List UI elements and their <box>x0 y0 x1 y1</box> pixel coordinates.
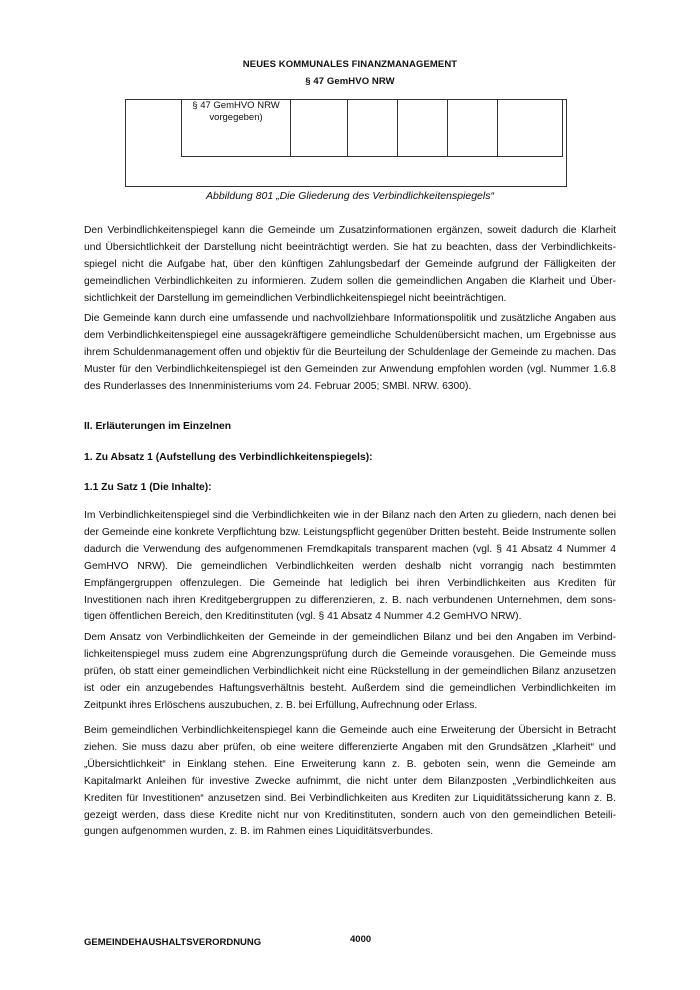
paragraph-1: Den Verbindlichkeitenspiegel kann die Gemeinde um Zusatzinformationen ergänzen, soweit dadurch die Klarheit und Übersichtlichkeit der Darstellung nicht beeinträchtigt werden. Sie hat zu beachten, dass der Verbindlichkeitsspiegel nicht die Aufgabe hat, über den künftigen Zahlungsbedarf der Gemeinde aufgrund der Fälligkeiten der gemeindlichen Verbindlichkeiten zu informieren. Zudem sollen die gemeindlichen Angaben die Klarheit und Übersichtlichkeit der Darstellung im gemeindlichen Verbindlichkeitenspiegel nicht beeinträchtigen. <box>84 225 616 304</box>
paragraph-5: Beim gemeindlichen Verbindlichkeitenspiegel kann die Gemeinde auch eine Erweiterung der Übersicht in Betracht ziehen. Sie muss dazu aber prüfen, ob eine weitere differenzierte Angaben mit den Grundsätzen „Klarheit“ und „Übersichtlichkeit“ in Einklang stehen. Eine Erweiterung kann z. B. geboten sein, wenn die Gemeinde am Kapitalmarkt Anleihen für investive Zwecke aufnimmt, die nicht unter dem Bilanzposten „Verbindlichkeiten aus Krediten für Investitionen“ anzusetzen sind. Bei Verbindlichkeiten aus Krediten zur Liquiditätssicherung kann z. B. gezeigt werden, dass diese Kredite nicht nur von Kreditinstituten, sondern auch von den gemeindlichen Beteiligungen aufgenommen wurden, z. B. im Rahmen eines Liquiditätsverbundes. <box>84 725 616 838</box>
figure-table-cell <box>348 99 398 156</box>
figure-table-cell <box>398 99 448 156</box>
figure-table-cell <box>498 99 563 156</box>
page-header-subtitle: § 47 GemHVO NRW <box>305 76 395 87</box>
figure-table-cell-text: § 47 GemHVO NRW vorgegeben) <box>182 99 291 156</box>
footer-title: GEMEINDEHAUSHALTSVERORDNUNG <box>84 937 262 948</box>
figure-table <box>181 99 563 157</box>
subsection-heading: 1. Zu Absatz 1 (Aufstellung des Verbindlichkeitenspiegels): <box>84 452 373 463</box>
subsubsection-heading: 1.1 Zu Satz 1 (Die Inhalte): <box>84 482 212 493</box>
page-number: 4000 <box>350 934 372 945</box>
section-heading: II. Erläuterungen im Einzelnen <box>84 421 232 432</box>
figure-table-cell <box>448 99 498 156</box>
paragraph-4: Dem Ansatz von Verbindlichkeiten der Gemeinde in der gemeindlichen Bilanz und bei den Angaben im Verbindlichkeitenspiegel muss zudem eine Abgrenzungsprüfung durch die Gemeinde vorausgehen. Die Gemeinde muss prüfen, ob statt einer gemeindlichen Verbindlichkeit nicht eine Rückstellung in der gemeindlichen Bilanz anzusetzen ist oder ein anzugebendes Haftungsverhältnis besteht. Außerdem sind die gemeindlichen Verbindlichkeiten im Zeitpunkt ihres Erlöschens auszubuchen, z. B. bei Erfüllung, Aufrechnung oder Erlass. <box>84 632 616 711</box>
paragraph-2: Die Gemeinde kann durch eine umfassende und nachvollziehbare Informationspolitik und zusätzliche Angaben aus dem Verbindlichkeitenspiegel eine aussagekräftigere gemeindliche Schuldenübersicht machen, um Ergebnisse aus ihrem Schuldenmanagement offen und objektiv für die Beurteilung der Schuldenlage der Gemeinde zu machen. Das Muster für den Verbindlichkeitenspiegel ist den Gemeinden zur Anwendung empfohlen worden (vgl. Nummer 1.6.8 des Runderlasses des Innenministeriums vom 24. Februar 2005; SMBl. NRW. 6300). <box>84 313 616 392</box>
paragraph-3: Im Verbindlichkeitenspiegel sind die Verbindlichkeiten wie in der Bilanz nach den Arten zu gliedern, nach denen bei der Gemeinde eine konkrete Verpflichtung bzw. Leistungspflicht gegenüber Dritten besteht. Beide Instrumente sollen dadurch die Verwendung des aufgenommenen Fremdkapitals transparent machen (vgl. § 41 Absatz 4 Nummer 4 GemHVO NRW). Die gemeindlichen Verbindlichkeiten werden deshalb nicht vorrangig nach bestimmten Empfängergruppen offenzulegen. Die Gemeinde hat lediglich bei ihren Verbindlichkeiten aus Krediten für Investitionen nach ihren Kreditgebergruppen zu differenzieren, z. B. nach verbundenen Unternehmen, dem sonstigen öffentlichen Bereich, den Kreditinstituten (vgl. § 41 Absatz 4 Nummer 4.2 GemHVO NRW). <box>84 510 616 623</box>
figure-table-cell <box>291 99 348 156</box>
figure-caption: Abbildung 801 „Die Gliederung des Verbindlichkeitenspiegels“ <box>206 190 494 202</box>
page-header-title: NEUES KOMMUNALES FINANZMANAGEMENT <box>242 59 458 70</box>
